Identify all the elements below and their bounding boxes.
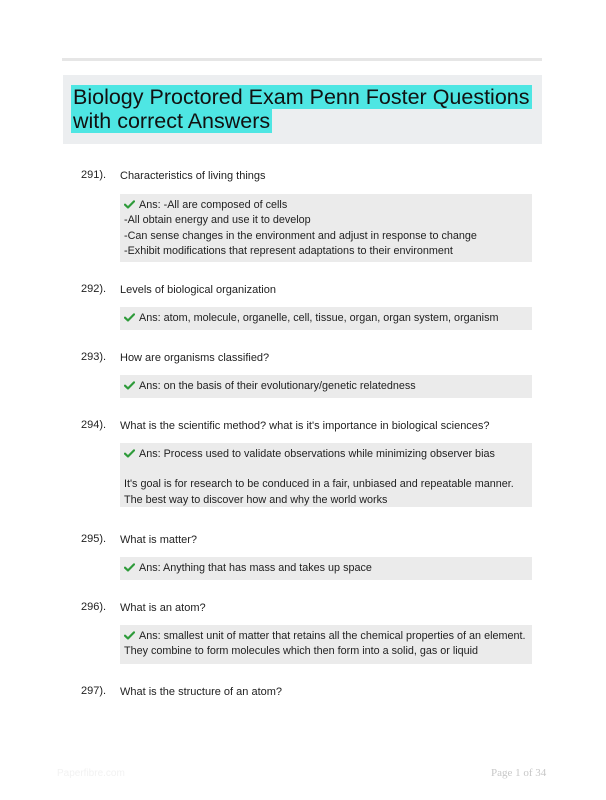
answer-line: Ans: smallest unit of matter that retains all the chemical properties of an element. They combine to form molecules which then form into a solid, gas or liquid	[124, 630, 526, 658]
answer-box	[120, 443, 532, 507]
answer-box	[120, 307, 532, 330]
question-number: 293).	[81, 351, 107, 363]
check-icon	[124, 563, 135, 572]
question-number: 295).	[81, 533, 107, 545]
page-number: Page 1 of 34	[491, 767, 547, 779]
question-number: 291).	[81, 169, 107, 181]
check-icon	[124, 449, 135, 458]
question-text: Levels of biological organization	[120, 284, 276, 296]
answer-line: Ans: atom, molecule, organelle, cell, tissue, organ, organ system, organism	[139, 312, 499, 324]
answer-line: -Can sense changes in the environment and adjust in response to change	[124, 229, 477, 242]
question-text: What is an atom?	[120, 602, 206, 614]
top-divider	[62, 58, 542, 61]
check-icon	[124, 313, 135, 322]
check-icon	[124, 631, 135, 640]
answer-line: -All obtain energy and use it to develop	[124, 214, 311, 227]
question-text: What is matter?	[120, 534, 198, 546]
document-title: Biology Proctored Exam Penn Foster Questions with correct Answers	[73, 85, 530, 133]
question-text: What is the scientific method? what is it's importance in biological sciences?	[120, 420, 490, 432]
answer-line: Ans: on the basis of their evolutionary/genetic relatedness	[139, 380, 416, 392]
answer-line: Ans: Process used to validate observations while minimizing observer bias	[139, 448, 495, 460]
question-number: 294).	[81, 419, 107, 431]
check-icon	[124, 200, 135, 209]
question-text: What is the structure of an atom?	[120, 686, 283, 698]
question-number: 297).	[81, 685, 107, 697]
answer-box	[120, 194, 532, 262]
question-text: Characteristics of living things	[120, 170, 266, 182]
question-number: 296).	[81, 601, 107, 613]
answer-box	[120, 557, 532, 580]
question-text: How are organisms classified?	[120, 352, 270, 364]
answer-line: -Exhibit modifications that represent adaptations to their environment	[124, 245, 453, 258]
answer-box	[120, 375, 532, 398]
check-icon	[124, 381, 135, 390]
answer-line: It's goal is for research to be conduced in a fair, unbiased and repeatable manner. The best way to discover how and why the world works	[124, 478, 514, 506]
watermark-text: Paperfibre.com	[57, 768, 125, 779]
question-number: 292).	[81, 283, 107, 295]
answer-line: Ans: -All are composed of cells	[139, 199, 288, 211]
answer-box	[120, 625, 532, 664]
answer-line: Ans: Anything that has mass and takes up space	[139, 562, 372, 574]
